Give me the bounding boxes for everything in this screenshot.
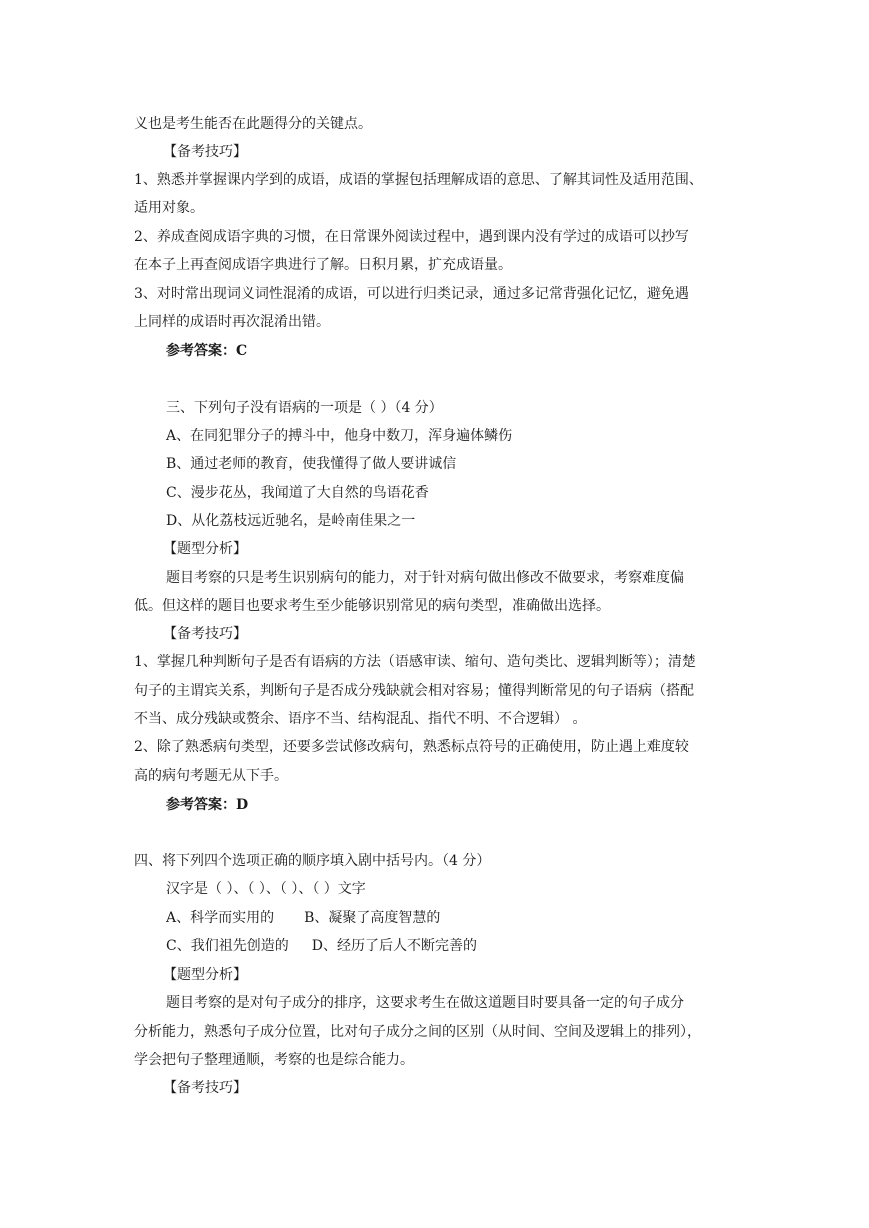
question-stem: 汉字是（ ）、（ ）、（ ）、（ ）文字 xyxy=(166,881,366,897)
option-d: D、经历了后人不断完善的 xyxy=(311,938,477,954)
text-line: 分析能力，熟悉句子成分位置，比对句子成分之间的区别（从时间、空间及逻辑上的排列）， xyxy=(134,1024,701,1040)
answer-line: 参考答案：C xyxy=(166,343,248,359)
options-row xyxy=(166,908,440,928)
text-line: 上同样的成语时再次混淆出错。 xyxy=(134,314,330,330)
option-b: B、凝聚了高度智慧的 xyxy=(304,910,441,926)
text-line: 1、熟悉并掌握课内学到的成语，成语的掌握包括理解成语的意思、了解其词性及适用范围、 xyxy=(134,172,703,188)
text-line: 题目考察的是对句子成分的排序，这要求考生在做这道题目时要具备一定的句子成分 xyxy=(166,995,684,1011)
text-line: 义也是考生能否在此题得分的关键点。 xyxy=(134,116,372,132)
text-line: 不当、成分残缺或赘余、语序不当、结构混乱、指代不明、不合逻辑） 。 xyxy=(134,711,587,727)
text-line: 题目考察的只是考生识别病句的能力，对于针对病句做出修改不做要求，考察难度偏 xyxy=(166,570,684,586)
option-a: A、在同犯罪分子的搏斗中，他身中数刀，浑身遍体鳞伤 xyxy=(166,428,513,444)
text-line: 适用对象。 xyxy=(134,200,204,216)
text-line: 2、除了熟悉病句类型，还要多尝试修改病句，熟悉标点符号的正确使用，防止遇上难度较 xyxy=(134,739,689,755)
text-line: 在本子上再查阅成语字典进行了解。日积月累，扩充成语量。 xyxy=(134,257,512,273)
text-line: 低。但这样的题目也要求考生至少能够识别常见的病句类型，准确做出选择。 xyxy=(134,598,610,614)
text-line: 学会把句子整理通顺，考察的也是综合能力。 xyxy=(134,1052,414,1068)
option-c: C、我们祖先创造的 xyxy=(166,938,289,954)
option-b: B、通过老师的教育，使我懂得了做人要讲诚信 xyxy=(166,456,457,472)
section-heading-analysis: 【题型分析】 xyxy=(163,541,247,557)
question-title: 三、下列句子没有语病的一项是（ ）（4 分） xyxy=(166,400,443,416)
text-line: 高的病句考题无从下手。 xyxy=(134,768,288,784)
text-line: 2、养成查阅成语字典的习惯，在日常课外阅读过程中，遇到课内没有学过的成语可以抄写 xyxy=(134,229,689,245)
text-line: 1、掌握几种判断句子是否有语病的方法（语感审读、缩句、造句类比、逻辑判断等）；清楚 xyxy=(134,654,696,670)
question-title: 四、将下列四个选项正确的顺序填入剧中括号内。（4 分） xyxy=(134,853,491,869)
option-c: C、漫步花丛，我闻道了大自然的鸟语花香 xyxy=(166,485,429,501)
section-heading-analysis: 【题型分析】 xyxy=(163,967,247,983)
section-heading-prep-tips: 【备考技巧】 xyxy=(163,1080,247,1096)
option-d: D、从化荔枝远近驰名，是岭南佳果之一 xyxy=(166,513,416,529)
text-line: 3、对时常出现词义词性混淆的成语，可以进行归类记录，通过多记常背强化记忆，避免遇 xyxy=(134,286,689,302)
answer-line: 参考答案：D xyxy=(166,797,249,813)
text-line: 句子的主谓宾关系，判断句子是否成分残缺就会相对容易；懂得判断常见的句子语病（搭配 xyxy=(134,683,694,699)
section-heading-prep-tips: 【备考技巧】 xyxy=(163,144,247,160)
options-row xyxy=(166,936,477,956)
option-a: A、科学而实用的 xyxy=(166,910,275,926)
section-heading-prep-tips: 【备考技巧】 xyxy=(163,626,247,642)
